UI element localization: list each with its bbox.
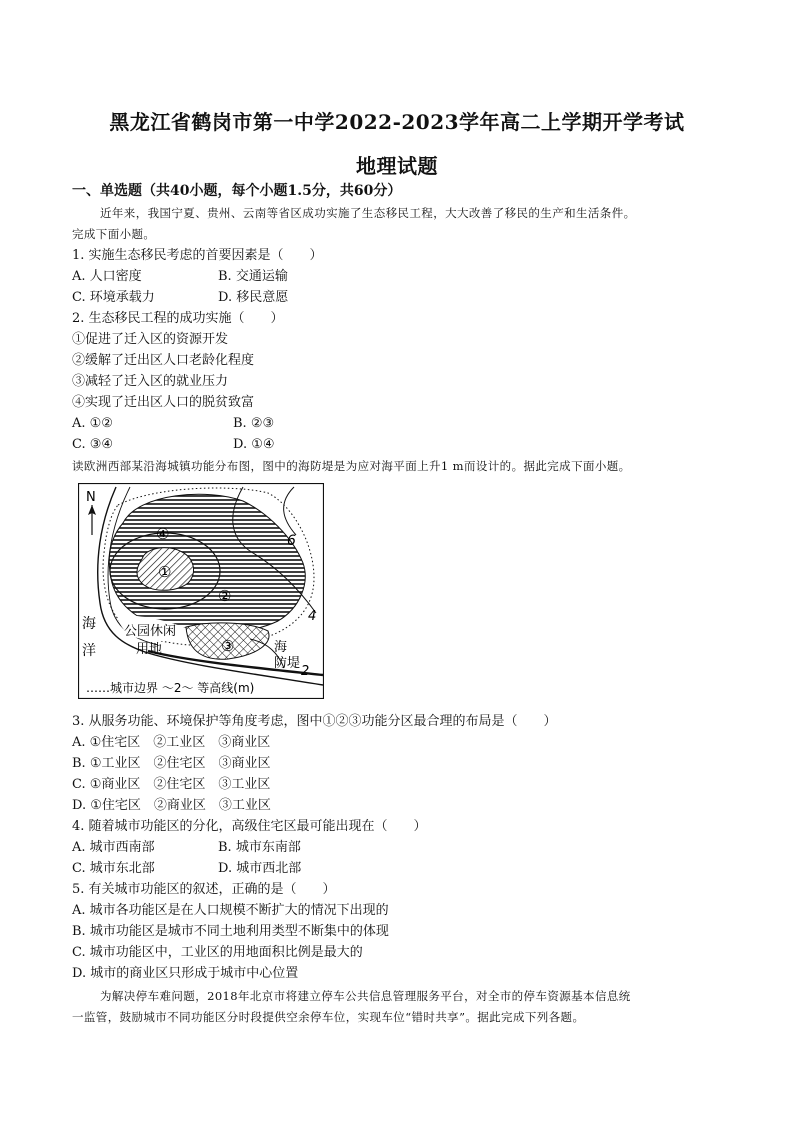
contour-2-label: 2 [301,664,310,679]
zone-1-label: ① [158,563,172,581]
passage-3-line-1: 为解决停车难问题，2018年北京市将建立停车公共信息管理服务平台，对全市的停车资源基本信息统 [100,989,631,1003]
question-2-statement-2: ②缓解了迁出区人口老龄化程度 [72,353,255,368]
question-5-option-b[interactable]: B. 城市功能区是城市不同土地利用类型不断集中的体现 [72,924,389,939]
question-5-option-a[interactable]: A. 城市各功能区是在人口规模不断扩大的情况下出现的 [72,903,389,918]
question-2-statement-1: ①促进了迁入区的资源开发 [72,332,229,347]
exam-title: 黑龙江省鹤岗市第一中学2022-2023学年高二上学期开学考试 [109,110,685,134]
question-3-option-c[interactable]: C. ①商业区 ②住宅区 ③工业区 [72,777,271,792]
question-1-option-b[interactable]: B. 交通运输 [218,269,288,284]
passage-3-line-2: 一监管，鼓励城市不同功能区分时段提供空余停车位，实现车位“错时共享”。据此完成下列各题。 [72,1010,585,1024]
question-4-option-d[interactable]: D. 城市西北部 [218,861,302,876]
question-4-option-b[interactable]: B. 城市东南部 [218,840,301,855]
contour-4-label: 4 [308,609,317,624]
dike-label-1: 海 [274,640,288,655]
question-2-statement-4: ④实现了迁出区人口的脱贫致富 [72,395,255,410]
section-heading: 一、单选题（共40小题，每个小题1.5分，共60分） [72,183,402,199]
park-label-2: 用地 [136,642,163,657]
contour-6-label: 6 [287,533,296,549]
question-3-option-a[interactable]: A. ①住宅区 ②工业区 ③商业区 [72,735,271,750]
question-2-statement-3: ③减轻了迁入区的就业压力 [72,374,229,389]
question-2-option-c[interactable]: C. ③④ [72,437,114,452]
question-5-stem: 5. 有关城市功能区的叙述，正确的是（ ） [72,882,336,897]
exam-subtitle: 地理试题 [356,154,438,178]
park-label-1: 公园休闲 [124,624,177,639]
question-2-option-d[interactable]: D. ①④ [233,437,275,452]
question-4-option-c[interactable]: C. 城市东北部 [72,861,155,876]
map-legend: ……城市边界 ～2～ 等高线(m) [86,681,255,695]
north-label: N [86,490,96,505]
question-3-stem: 3. 从服务功能、环境保护等角度考虑，图中①②③功能分区最合理的布局是（ ） [72,714,557,729]
question-2-option-b[interactable]: B. ②③ [233,416,275,431]
question-4-option-a[interactable]: A. 城市西南部 [72,840,155,855]
question-5-option-c[interactable]: C. 城市功能区中，工业区的用地面积比例是最大的 [72,945,363,960]
question-1-option-d[interactable]: D. 移民意愿 [218,290,289,305]
question-1-option-a[interactable]: A. 人口密度 [72,269,142,284]
question-4-stem: 4. 随着城市功能区的分化，高级住宅区最可能出现在（ ） [72,819,427,834]
question-2-option-a[interactable]: A. ①② [72,416,113,431]
zone-2-label: ② [218,587,232,605]
passage-1-line-1: 近年来，我国宁夏、贵州、云南等省区成功实施了生态移民工程，大大改善了移民的生产和生活条件。 [100,206,636,220]
town-function-map [78,483,324,699]
question-1-stem: 1. 实施生态移民考虑的首要因素是（ ） [72,248,323,263]
question-3-option-d[interactable]: D. ①住宅区 ②商业区 ③工业区 [72,798,271,813]
sea-label-1: 海 [82,616,96,632]
sea-label-2: 洋 [82,643,96,659]
passage-1-line-2: 完成下面小题。 [72,227,156,241]
question-2-stem: 2. 生态移民工程的成功实施（ ） [72,311,284,326]
zone-4-label: ④ [156,525,170,543]
question-3-option-b[interactable]: B. ①工业区 ②住宅区 ③商业区 [72,756,271,771]
passage-2-line-1: 读欧洲西部某沿海城镇功能分布图，图中的海防堤是为应对海平面上升1 m而设计的。据此完成下面小题。 [72,459,631,473]
dike-label-2: 防堤 [274,656,301,671]
question-1-option-c[interactable]: C. 环境承载力 [72,290,155,305]
town-function-map-svg [78,483,324,699]
question-5-option-d[interactable]: D. 城市的商业区只形成于城市中心位置 [72,966,299,981]
zone-3-label: ③ [221,637,235,655]
